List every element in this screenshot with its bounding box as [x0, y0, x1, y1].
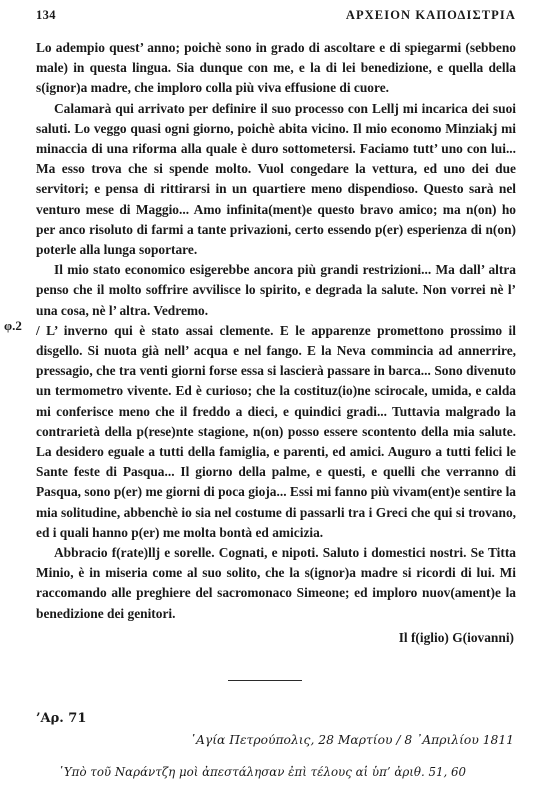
source-note: ῾Υπὸ τοῦ Ναράντζη μοὶ ἀπεστάλησαν ἐπὶ τέλους αἱ ὑπ’ ἀριθ. 51, 60 — [58, 765, 467, 779]
letter-body — [36, 38, 516, 624]
running-head: ΑΡΧΕΙΟΝ ΚΑΠΟΔΙΣΤΡΙΑ — [345, 8, 516, 22]
letter-number: ’Αρ. 71 — [36, 711, 87, 726]
paragraph-5: Abbracio f(rate)llj e sorelle. Cognati, e nipoti. Saluto i domestici nostri. Se Titta Minio, è in miseria come al suo solito, che la s(ignor)a madre si ricordi di lui. Mi raccomando alle preghiere del sacromonaco Simeone; ed imploro nuov(ament)e la benedizione dei genitori. — [36, 545, 516, 621]
page-number: 134 — [36, 8, 56, 22]
signature: Il f(iglio) G(iovanni) — [398, 630, 514, 645]
letter-place-date: ῾Αγία Πετρούπολις, 28 Μαρτίου / 8 ᾿Απριλίου 1811 — [189, 733, 514, 747]
folio-marker: φ.2 — [4, 318, 22, 333]
section-divider — [228, 680, 302, 681]
paragraph-3: Il mio stato economico esigerebbe ancora più grandi restrizioni... Ma dall’ altra penso che il molto soffrire avvilisce lo spirito, e degrada la salute. Non vorrei nè l’ una cosa, nè l’ altra. Vedremo. — [36, 262, 516, 318]
paragraph-1: Lo adempio quest’ anno; poichè sono in grado di ascoltare e di spiegarmi (sebbeno male) in questa lingua. Sia dunque con me, e la di lei benedizione, e quella della s(ignor)a madre, che imploro colla più viva effusione di cuore. — [36, 40, 516, 96]
paragraph-2: Calamarà qui arrivato per definire il suo processo con Lellj mi incarica dei suoi saluti. Lo veggo quasi ogni giorno, poichè abita vicino. Il mio economo Minziakj mi minaccia di una riforma alla quale è duro sottometersi. Faciamo tutt’ uno con lui... Ma esso trova che si spende molto. Vuol congedare la vettura, ed uno dei due servitori; e pensa di rittirarsi in un quartiere meno dispendioso. Questo sarà nel venturo mese di Maggio... Amo infinita(ment)e questo bravo amico; ma n(on) ho per anco risoluto di farmi a tante privazioni, certo essendo p(er) esperienza di n(on) poterle alla lunga soportare. — [36, 100, 516, 258]
paragraph-4: / L’ inverno qui è stato assai clemente. E le apparenze promettono prossimo il disgello. Si nuota già nell’ acqua e nel fango. E la Neva commincia ad annerrire, pressagio, che tra venti giorni forse essa si lascierà passare in barca... Sono divenuto un termometro vivente. Ed è curioso; che la costituz(io)ne scirocale, umida, e calda mi conferisce meno che il freddo a dieci, e quindici gradi... Tuttavia malgrado la contrarietà della p(rese)nte stagione, n(on) posso essere scontento della mia salute. La desidero eguale a tutti della famiglia, e parenti, ed amici. Auguro a tutti felici le Sante feste di Pasqua... Il giorno della palme, e questi, e quelli che verranno di Pasqua, sono p(er) me giorni di poca gioja... Essi mi fanno più vivam(ent)e sentire la mia solitudine, abbenchè io sia nel costume di passarli tra i Greci che qui si trovano, ed i quali hanno p(er) me molta bontà ed amicizia. — [36, 322, 516, 540]
page-header — [36, 8, 516, 26]
